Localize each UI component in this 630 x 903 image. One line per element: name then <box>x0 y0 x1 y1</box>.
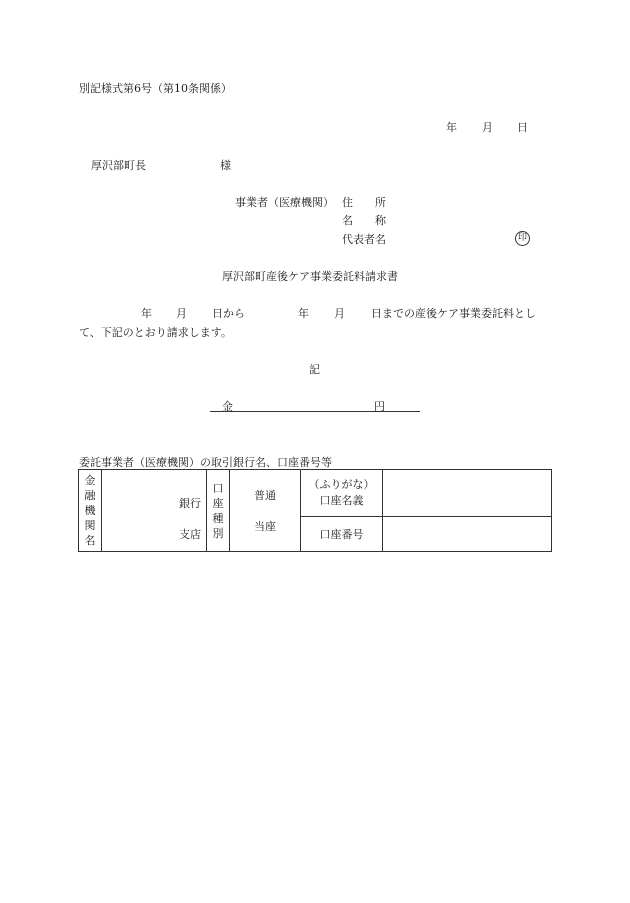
body-year-b: 年 <box>298 307 309 320</box>
amount-underline <box>210 411 420 412</box>
addressee-name: 厚沢部町長 <box>91 159 146 172</box>
addressee-honorific: 様 <box>220 159 231 172</box>
date-month-label: 月 <box>482 121 493 134</box>
bank-info-table <box>78 469 552 552</box>
applicant-label: 事業者（医療機関） <box>235 196 334 209</box>
ki-label: 記 <box>309 363 320 376</box>
institution-char: 金 <box>84 474 96 487</box>
date-day-label: 日 <box>517 121 528 134</box>
representative-label: 代表者名 <box>342 233 386 246</box>
account-type-char: 別 <box>212 526 224 540</box>
holder-label-cell <box>301 470 383 517</box>
number-label: 口座番号 <box>319 528 364 541</box>
account-type-label-cell <box>207 470 230 552</box>
institution-char: 機 <box>84 504 96 517</box>
number-label-cell <box>301 517 383 552</box>
furigana-label: （ふりがな） <box>308 478 375 491</box>
body-line2: て、下記のとおり請求します。 <box>79 326 232 339</box>
amount-kin: 金 <box>222 400 233 413</box>
seal-mark: 印 <box>515 231 530 246</box>
account-type-options-cell[interactable] <box>230 470 301 552</box>
branch-suffix: 支店 <box>179 528 201 541</box>
account-type-char: 座 <box>212 496 224 510</box>
holder-label: 口座名義 <box>319 494 364 507</box>
bank-suffix: 銀行 <box>179 497 201 510</box>
body-line1-tail: 日までの産後ケア事業委託料とし <box>371 307 536 320</box>
institution-char: 名 <box>84 534 96 547</box>
date-year-label: 年 <box>446 121 457 134</box>
account-type-ordinary: 普通 <box>254 489 276 502</box>
institution-value-cell[interactable] <box>102 470 207 552</box>
account-type-char: 口 <box>212 481 224 495</box>
body-year-a: 年 <box>141 307 152 320</box>
document-title: 厚沢部町産後ケア事業委託料請求書 <box>222 270 398 283</box>
bank-caption: 委託事業者（医療機関）の取引銀行名、口座番号等 <box>79 456 332 469</box>
body-month-a: 月 <box>176 307 187 320</box>
body-day-from: 日から <box>212 307 245 320</box>
amount-yen: 円 <box>374 400 385 413</box>
holder-value-cell[interactable] <box>383 470 552 517</box>
address-label: 住 所 <box>342 196 386 209</box>
institution-label-cell <box>79 470 102 552</box>
institution-char: 融 <box>84 489 96 502</box>
account-type-char: 種 <box>212 511 224 525</box>
name-label: 名 称 <box>342 214 386 227</box>
form-label: 別記様式第6号（第10条関係） <box>79 82 232 95</box>
number-value-cell[interactable] <box>383 517 552 552</box>
account-type-current: 当座 <box>254 520 276 533</box>
institution-char: 関 <box>84 519 96 532</box>
body-month-b: 月 <box>334 307 345 320</box>
